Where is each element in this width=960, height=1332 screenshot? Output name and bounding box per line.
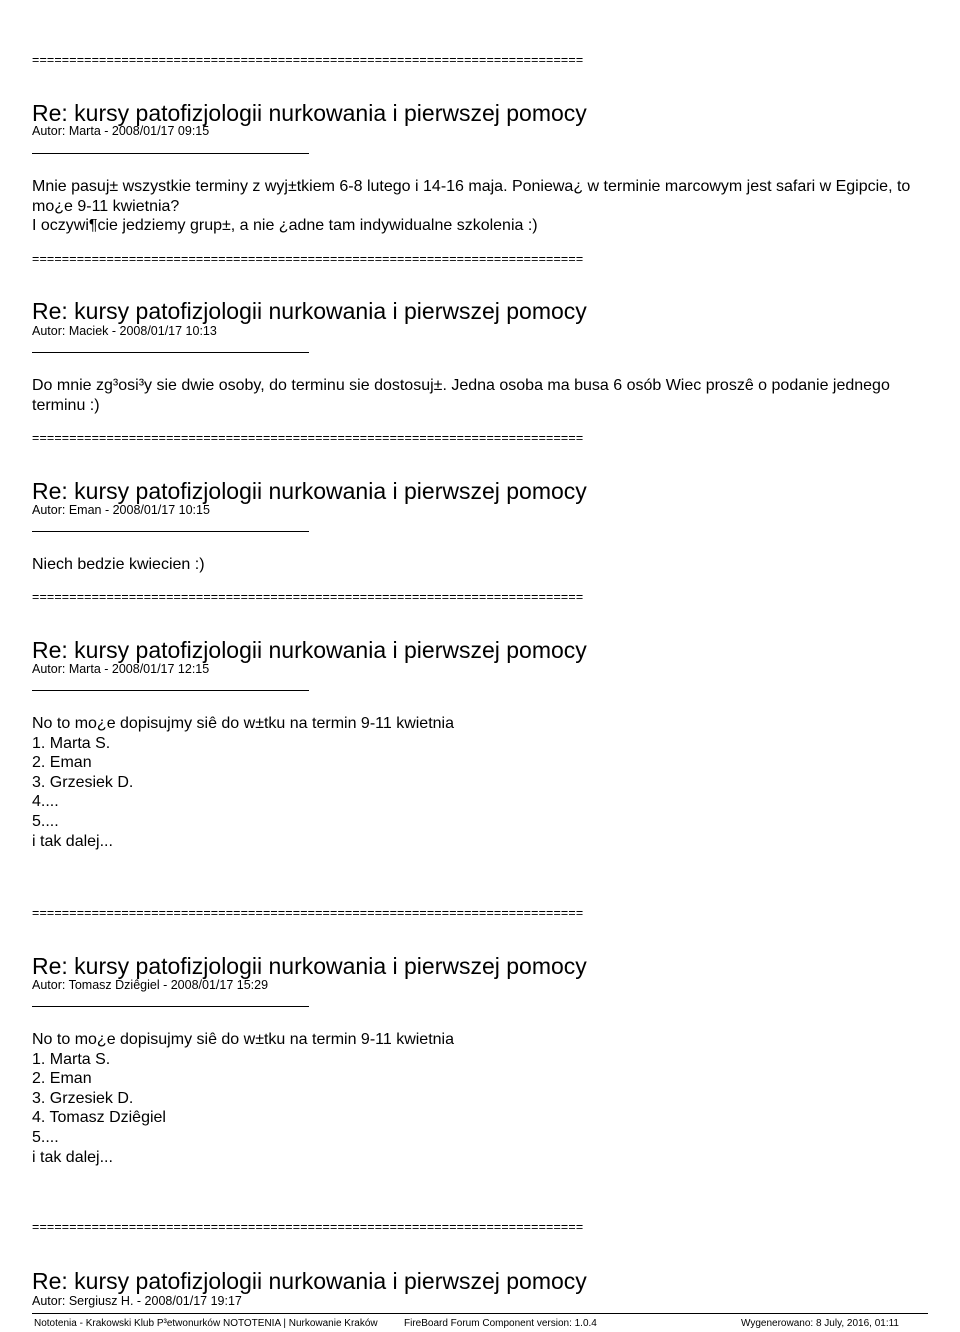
post-title: Re: kursy patofizjologii nurkowania i pierwszej pomocy bbox=[32, 953, 587, 979]
post-body-line: 5.... bbox=[32, 1128, 59, 1146]
post-body bbox=[32, 714, 912, 851]
separator-line: ========================================================================== bbox=[32, 1220, 584, 1234]
separator-line: ========================================================================== bbox=[32, 906, 584, 920]
author-underline bbox=[32, 153, 309, 154]
author-underline bbox=[32, 690, 309, 691]
post-body-line: I oczywi¶cie jedziemy grup±, a nie ¿adne tam indywidualne szkolenia :) bbox=[32, 217, 538, 235]
post-title: Re: kursy patofizjologii nurkowania i pierwszej pomocy bbox=[32, 637, 587, 663]
separator-line: ========================================================================== bbox=[32, 590, 584, 604]
post-author: Autor: Sergiusz H. - 2008/01/17 19:17 bbox=[32, 1294, 242, 1308]
post-author: Autor: Maciek - 2008/01/17 10:13 bbox=[32, 324, 217, 338]
post-body-line: 4.... bbox=[32, 793, 59, 811]
post-author: Autor: Tomasz Dziêgiel - 2008/01/17 15:29 bbox=[32, 978, 269, 992]
post-title: Re: kursy patofizjologii nurkowania i pierwszej pomocy bbox=[32, 100, 587, 126]
post-body-line: 4. Tomasz Dziêgiel bbox=[32, 1109, 166, 1127]
post-body-line: Niech bedzie kwiecien :) bbox=[32, 556, 205, 573]
author-underline bbox=[32, 352, 309, 353]
post-body-line: 1. Marta S. bbox=[32, 1050, 111, 1068]
post-body bbox=[32, 1030, 912, 1167]
post-body-line: No to mo¿e dopisujmy siê do w±tku na termin 9-11 kwietnia bbox=[32, 1031, 454, 1048]
post-body-line: i tak dalej... bbox=[32, 1148, 113, 1166]
post-title: Re: kursy patofizjologii nurkowania i pierwszej pomocy bbox=[32, 298, 587, 324]
post-body-line: i tak dalej... bbox=[32, 832, 113, 850]
post-body-line: Do mnie zg³osi³y sie dwie osoby, do terminu sie dostosuj±. Jedna osoba ma busa 6 osób Wiec proszê o podanie jednego terminu :) bbox=[32, 377, 895, 414]
post-body-line: No to mo¿e dopisujmy siê do w±tku na termin 9-11 kwietnia bbox=[32, 715, 454, 732]
author-underline bbox=[32, 531, 309, 532]
post-title: Re: kursy patofizjologii nurkowania i pierwszej pomocy bbox=[32, 478, 587, 504]
post-title: Re: kursy patofizjologii nurkowania i pierwszej pomocy bbox=[32, 1268, 587, 1294]
post-author: Autor: Marta - 2008/01/17 12:15 bbox=[32, 662, 210, 676]
footer-generated: Wygenerowano: 8 July, 2016, 01:11 bbox=[741, 1318, 899, 1329]
post-body bbox=[32, 177, 915, 236]
post-body-line: 2. Eman bbox=[32, 754, 92, 772]
footer-site: Nototenia - Krakowski Klub P³etwonurków NOTOTENIA | Nurkowanie Kraków bbox=[34, 1318, 378, 1329]
author-underline bbox=[32, 1006, 309, 1007]
footer-component: FireBoard Forum Component version: 1.0.4 bbox=[404, 1318, 597, 1329]
post-body-line: Mnie pasuj± wszystkie terminy z wyj±tkiem 6-8 lutego i 14-16 maja. Poniewa¿ w terminie marcowym jest safari w Egipcie, to mo¿e 9-11 kwietnia? bbox=[32, 178, 915, 215]
post-body bbox=[32, 376, 912, 415]
separator-line: ========================================================================== bbox=[32, 431, 584, 445]
post-body-line: 3. Grzesiek D. bbox=[32, 1089, 134, 1107]
post-body bbox=[32, 555, 912, 575]
post-body-line: 2. Eman bbox=[32, 1070, 92, 1088]
post-body-line: 3. Grzesiek D. bbox=[32, 773, 134, 791]
post-body-line: 1. Marta S. bbox=[32, 734, 111, 752]
footer-divider bbox=[32, 1313, 928, 1314]
post-author: Autor: Eman - 2008/01/17 10:15 bbox=[32, 503, 210, 517]
post-body-line: 5.... bbox=[32, 812, 59, 830]
separator-line: ========================================================================== bbox=[32, 53, 584, 67]
separator-line: ========================================================================== bbox=[32, 252, 584, 266]
post-author: Autor: Marta - 2008/01/17 09:15 bbox=[32, 124, 210, 138]
